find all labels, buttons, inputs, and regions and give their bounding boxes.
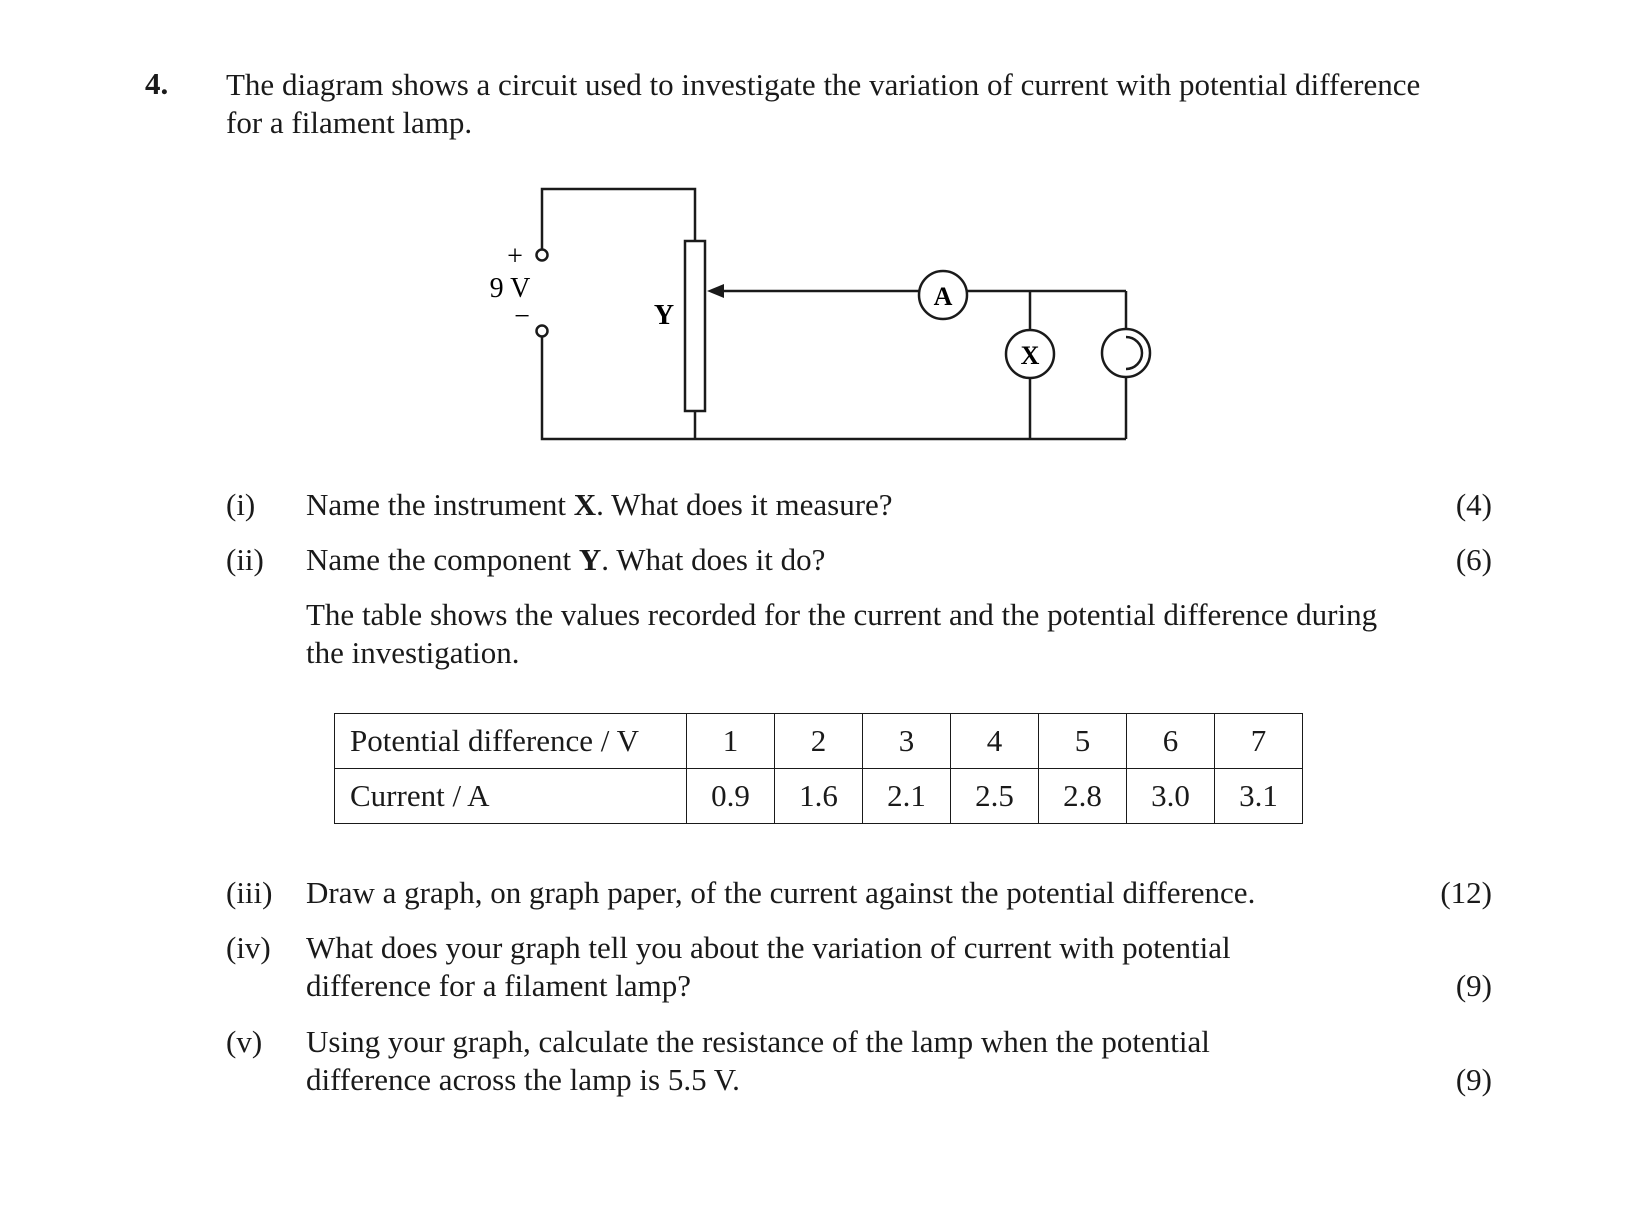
table-row-current — [335, 769, 1303, 824]
circuit-diagram — [0, 0, 1652, 460]
table-cell: 4 — [951, 714, 1039, 769]
table-row-pd — [335, 714, 1303, 769]
part-ii-marks: (6) — [1455, 542, 1492, 577]
part-iv-label: (iv) — [226, 930, 271, 965]
part-ii-label: (ii) — [226, 542, 264, 577]
table-header-current: Current / A — [335, 769, 687, 824]
part-i-text: Name the instrument X. What does it measure? — [306, 487, 893, 522]
ammeter-label: A — [933, 282, 953, 311]
table-cell: 5 — [1039, 714, 1127, 769]
part-iv-marks: (9) — [1455, 968, 1492, 1003]
supply-voltage-label: 9 V — [489, 273, 531, 304]
wire-top — [542, 189, 695, 250]
table-cell: 2 — [775, 714, 863, 769]
supply-terminal-negative — [537, 326, 548, 337]
part-iii-text: Draw a graph, on graph paper, of the current against the potential difference. — [306, 875, 1256, 910]
supply-plus-label: + — [507, 241, 523, 272]
table-cell: 6 — [1127, 714, 1215, 769]
table-intro: The table shows the values recorded for the current and the potential difference during the investigation. — [306, 597, 1378, 670]
supply-terminal-positive — [537, 250, 548, 261]
table-cell: 3.0 — [1127, 769, 1215, 824]
component-y-label: Y — [653, 300, 675, 331]
table-cell: 3 — [863, 714, 951, 769]
table-header-pd: Potential difference / V — [335, 714, 687, 769]
part-v-label: (v) — [226, 1024, 263, 1059]
part-ii-bold: Y — [578, 542, 602, 577]
part-i-label: (i) — [226, 487, 256, 522]
part-iv-text: What does your graph tell you about the variation of current with potential difference for a filament lamp? — [306, 930, 1231, 1003]
table-cell: 3.1 — [1215, 769, 1303, 824]
part-i-bold: X — [573, 487, 597, 522]
data-table — [334, 713, 1303, 824]
table-cell: 0.9 — [687, 769, 775, 824]
table-cell: 2.5 — [951, 769, 1039, 824]
table-cell: 2.1 — [863, 769, 951, 824]
part-iii-marks: (12) — [1440, 875, 1492, 910]
table-cell: 1 — [687, 714, 775, 769]
table-cell: 1.6 — [775, 769, 863, 824]
table-cell: 2.8 — [1039, 769, 1127, 824]
part-iii-label: (iii) — [226, 875, 273, 910]
part-v-marks: (9) — [1455, 1062, 1492, 1097]
table-cell: 7 — [1215, 714, 1303, 769]
instrument-x-label: X — [1020, 341, 1040, 370]
slider-arrowhead — [707, 284, 724, 298]
question-intro: The diagram shows a circuit used to investigate the variation of current with potential difference for a filament lamp. — [226, 67, 1421, 140]
supply-minus-label: − — [514, 301, 530, 332]
rheostat-y — [685, 241, 705, 411]
question-number: 4. — [145, 66, 169, 101]
part-i-marks: (4) — [1455, 487, 1492, 522]
part-v-text: Using your graph, calculate the resistance of the lamp when the potential difference across the lamp is 5.5 V. — [306, 1024, 1210, 1097]
part-ii-text: Name the component Y. What does it do? — [306, 542, 826, 577]
